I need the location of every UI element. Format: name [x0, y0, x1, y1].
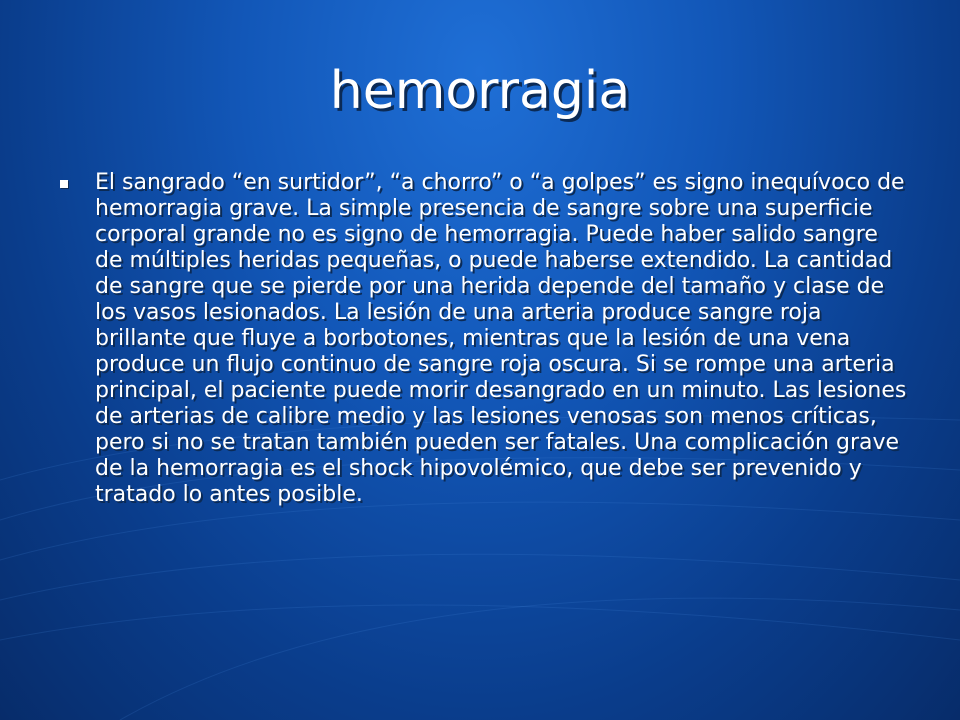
bullet-item — [60, 170, 910, 508]
slide-title: hemorragia — [329, 61, 631, 121]
bullet-list — [60, 170, 910, 508]
square-bullet-icon — [60, 180, 68, 188]
bullet-text: El sangrado “en surtidor”, “a chorro” o “a golpes” es signo inequívoco de hemorragia grave. La simple presencia de sangre sobre una superficie corporal grande no es signo de hemorragia. Puede haber salido sangre de múltiples heridas pequeñas, o puede haberse extendido. La cantidad de sangre que se pierde por una herida depende del tamaño y clase de los vasos lesionados. La lesión de una arteria produce sangre roja brillante que fluye a borbotones, mientras que la lesión de una vena produce un flujo continuo de sangre roja oscura. Si se rompe una arteria principal, el paciente puede morir desangrado en un minuto. Las lesiones de arterias de calibre medio y las lesiones venosas son menos críticas, pero si no se tratan también pueden ser fatales. Una complicación grave de la hemorragia es el shock hipovolémico, que debe ser prevenido y tratado lo antes posible. — [95, 170, 907, 507]
